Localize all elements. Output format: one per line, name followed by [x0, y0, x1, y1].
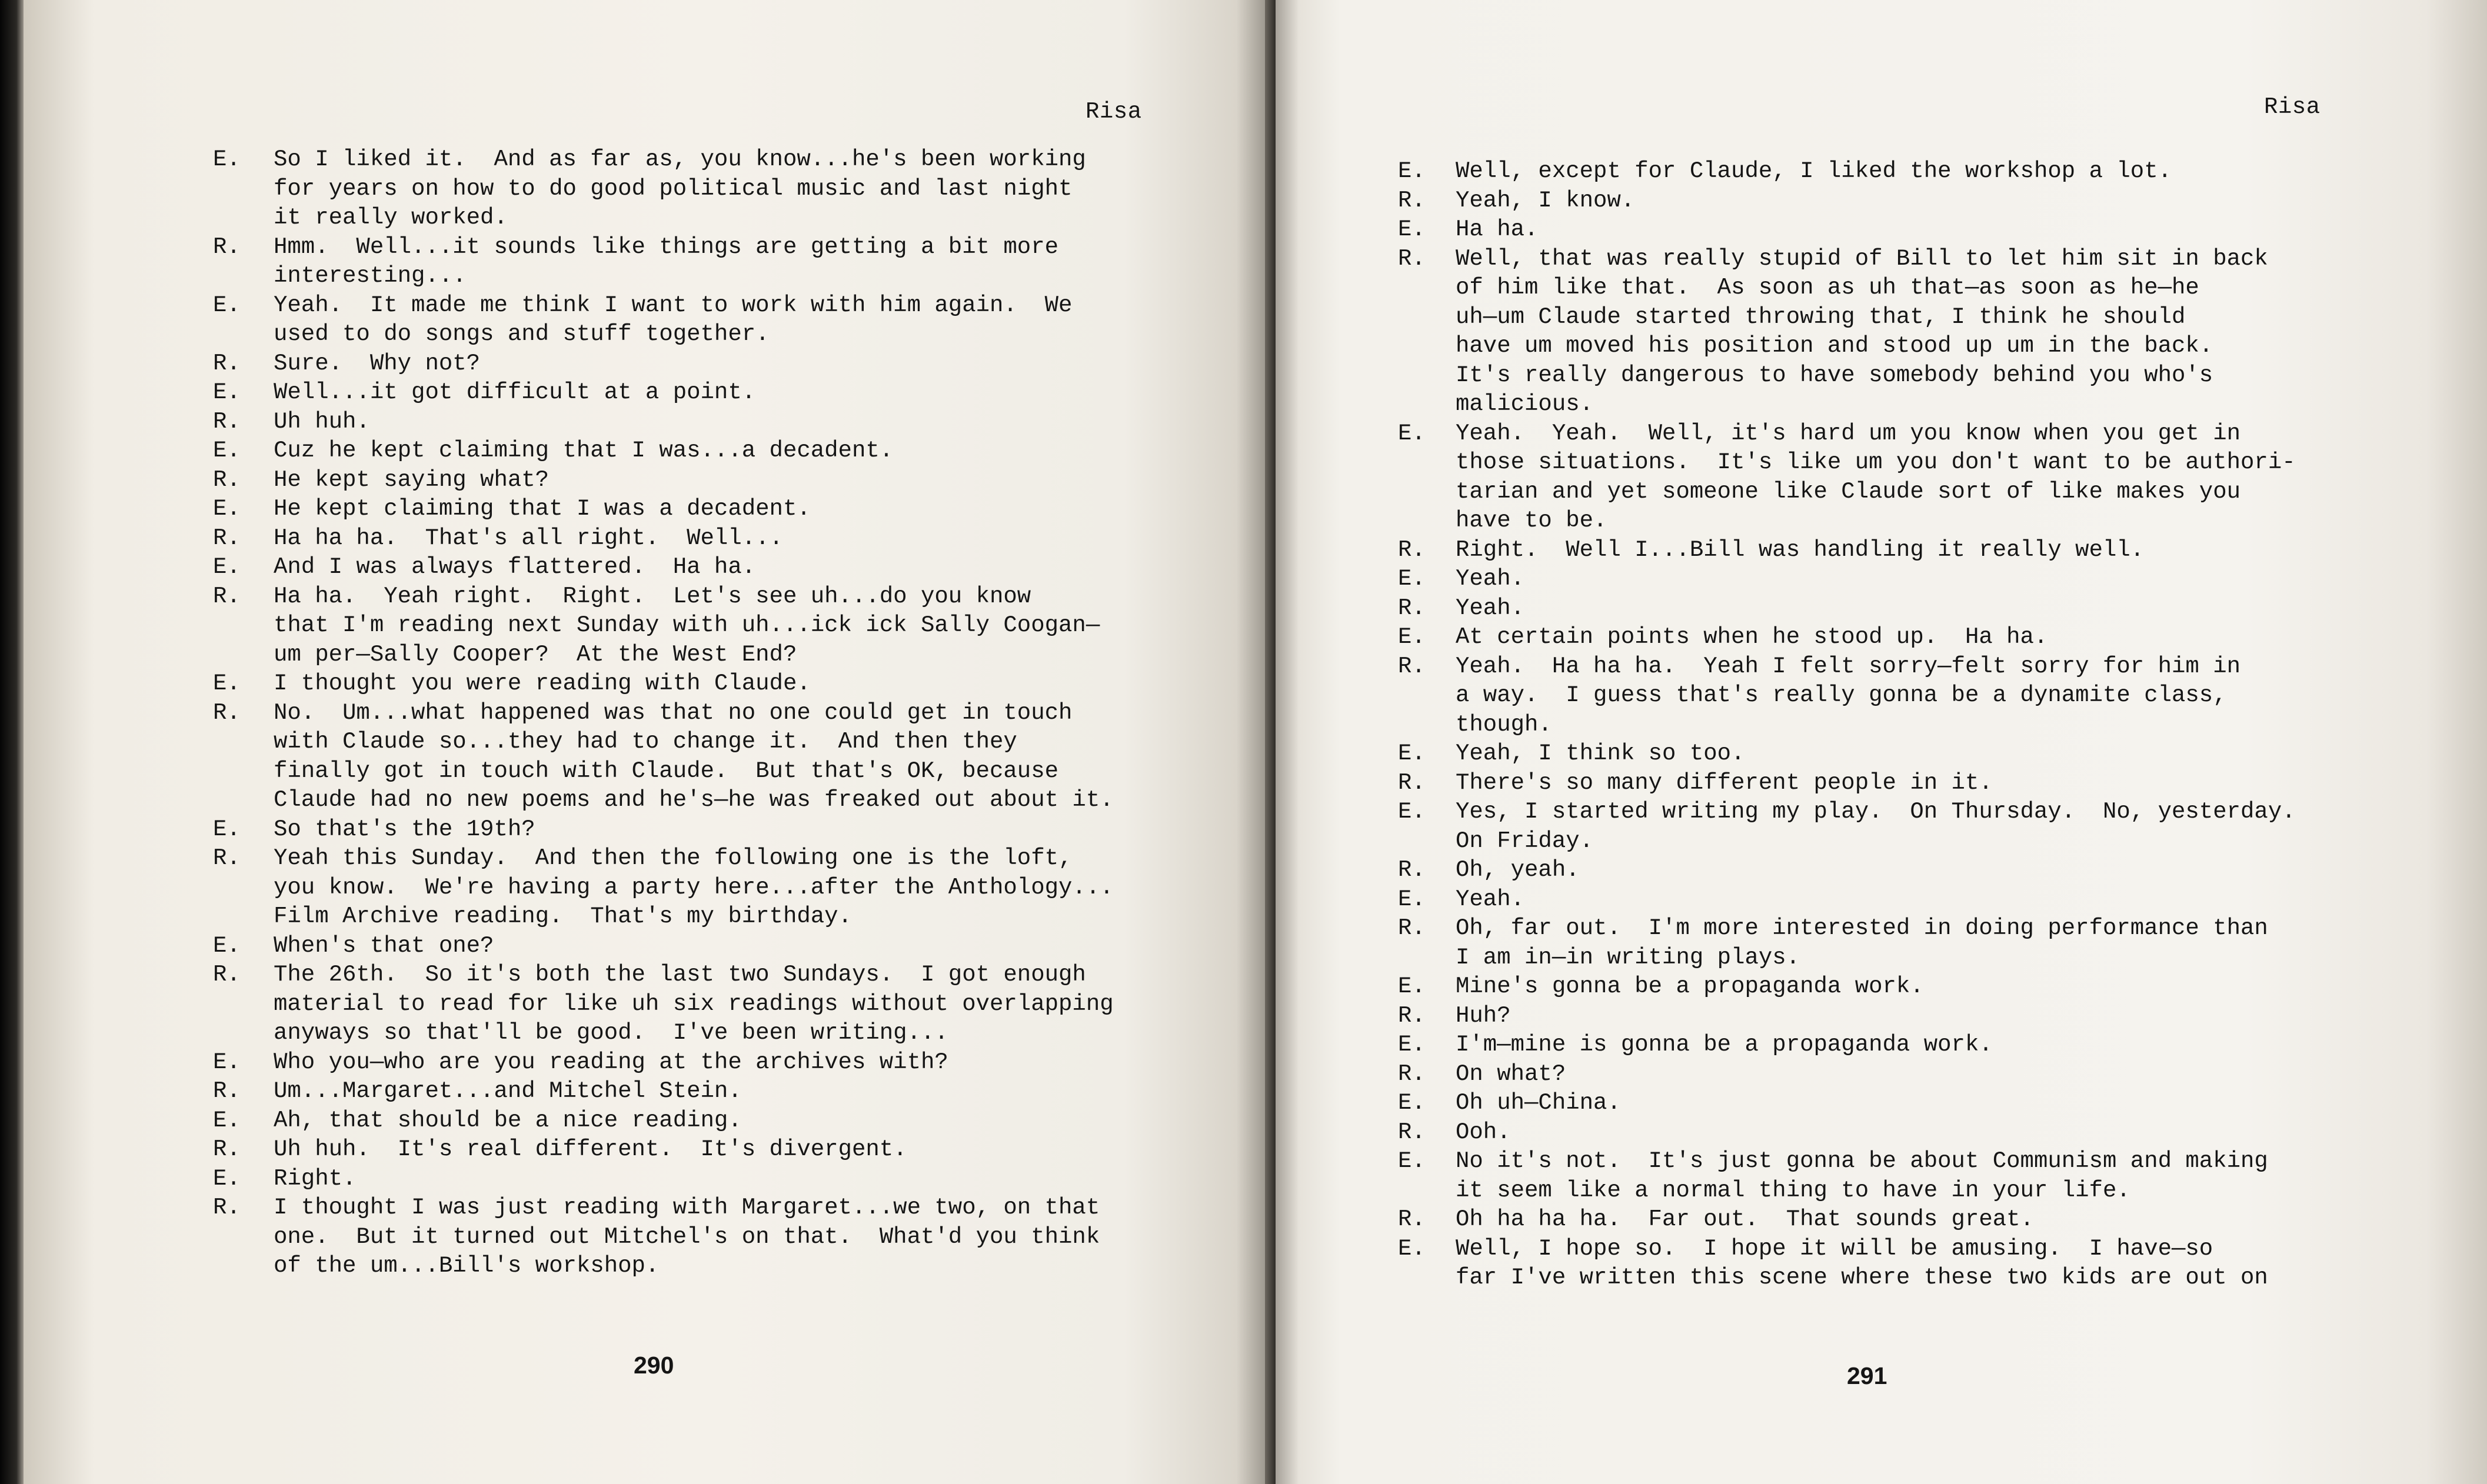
- left-page: [24, 0, 1274, 1484]
- speaker-label: R.: [213, 234, 241, 260]
- speaker-label: R.: [1398, 1119, 1426, 1145]
- speaker-label: E.: [213, 816, 241, 842]
- speaker-label: E.: [1398, 624, 1426, 650]
- line-text: Right.: [274, 1165, 357, 1192]
- line-text: Ha ha.: [1456, 216, 1539, 242]
- speaker-label: R.: [1398, 1206, 1426, 1232]
- speaker-label: R.: [1398, 915, 1426, 941]
- running-header: Risa: [1086, 99, 1142, 125]
- line-text: Oh, yeah.: [1456, 857, 1580, 883]
- line-text: Um...Margaret...and Mitchel Stein.: [274, 1078, 742, 1104]
- line-text: Yeah.: [1456, 566, 1525, 592]
- line-text: used to do songs and stuff together.: [274, 321, 770, 347]
- line-text: uh—um Claude started throwing that, I think he should: [1456, 304, 2186, 330]
- speaker-label: E.: [1398, 1148, 1426, 1174]
- line-text: Ha ha ha. That's all right. Well...: [274, 525, 783, 551]
- line-text: malicious.: [1456, 391, 1594, 417]
- speaker-label: R.: [213, 408, 241, 435]
- speaker-label: R.: [213, 699, 241, 726]
- speaker-label: R.: [1398, 769, 1426, 796]
- line-text: So that's the 19th?: [274, 816, 535, 842]
- line-text: Uh huh.: [274, 408, 370, 435]
- speaker-label: E.: [1398, 799, 1426, 825]
- line-text: those situations. It's like um you don't want to be authori-: [1456, 449, 2296, 475]
- line-text: There's so many different people in it.: [1456, 769, 1993, 796]
- speaker-label: E.: [213, 292, 241, 318]
- line-text: Ha ha. Yeah right. Right. Let's see uh...do you know: [274, 583, 1031, 609]
- line-text: have to be.: [1456, 508, 1607, 533]
- line-text: I thought I was just reading with Margaret...we two, on that: [274, 1195, 1100, 1220]
- page-number: 291: [1847, 1362, 1887, 1389]
- speaker-label: E.: [1398, 158, 1426, 184]
- line-text: Well, that was really stupid of Bill to let him sit in back: [1456, 245, 2268, 272]
- line-text: Yeah, I think so too.: [1456, 741, 1745, 766]
- speaker-label: E.: [213, 1107, 241, 1133]
- line-text: of him like that. As soon as uh that—as soon as he—he: [1456, 275, 2199, 301]
- line-text: Cuz he kept claiming that I was...a decadent.: [274, 438, 894, 463]
- line-text: I thought you were reading with Claude.: [274, 671, 811, 696]
- line-text: interesting...: [274, 263, 467, 289]
- line-text: I am in—in writing plays.: [1456, 944, 1800, 971]
- speaker-label: R.: [213, 525, 241, 551]
- line-text: tarian and yet someone like Claude sort of like makes you: [1456, 478, 2241, 505]
- line-text: Uh huh. It's real different. It's divergent.: [274, 1136, 907, 1162]
- speaker-label: E.: [213, 438, 241, 463]
- line-text: He kept claiming that I was a decadent.: [274, 496, 811, 522]
- speaker-label: R.: [213, 583, 241, 609]
- speaker-label: R.: [1398, 187, 1426, 214]
- speaker-label: E.: [1398, 216, 1426, 242]
- speaker-label: E.: [213, 379, 241, 405]
- line-text: though.: [1456, 711, 1552, 738]
- speaker-label: R.: [1398, 1002, 1426, 1029]
- line-text: you know. We're having a party here...after the Anthology...: [274, 874, 1114, 901]
- line-text: Yes, I started writing my play. On Thursday. No, yesterday.: [1456, 799, 2296, 825]
- speaker-label: R.: [213, 1195, 241, 1220]
- line-text: material to read for like uh six readings without overlapping: [274, 991, 1114, 1017]
- line-text: anyways so that'll be good. I've been writing...: [274, 1020, 948, 1046]
- line-text: Who you—who are you reading at the archives with?: [274, 1049, 948, 1075]
- line-text: Yeah this Sunday. And then the following one is the loft,: [274, 845, 1073, 871]
- speaker-label: R.: [1398, 536, 1426, 563]
- line-text: um per—Sally Cooper? At the West End?: [274, 641, 797, 668]
- speaker-label: E.: [213, 554, 241, 580]
- speaker-label: R.: [1398, 595, 1426, 621]
- line-text: one. But it turned out Mitchel's on that. What'd you think: [274, 1223, 1100, 1250]
- line-text: I'm—mine is gonna be a propaganda work.: [1456, 1032, 1993, 1058]
- line-text: He kept saying what?: [274, 466, 550, 493]
- speaker-label: R.: [1398, 245, 1426, 272]
- speaker-label: E.: [213, 496, 241, 522]
- line-text: Yeah.: [1456, 886, 1525, 912]
- line-text: Well, I hope so. I hope it will be amusing. I have—so: [1456, 1235, 2213, 1262]
- line-text: it seem like a normal thing to have in your life.: [1456, 1177, 2130, 1203]
- line-text: it really worked.: [274, 205, 508, 231]
- speaker-label: E.: [213, 146, 241, 172]
- line-text: Oh uh—China.: [1456, 1090, 1621, 1116]
- speaker-label: E.: [1398, 420, 1426, 446]
- line-text: with Claude so...they had to change it. And then they: [274, 729, 1017, 755]
- speaker-label: R.: [1398, 653, 1426, 679]
- line-text: On what?: [1456, 1061, 1566, 1087]
- speaker-label: R.: [213, 1078, 241, 1104]
- line-text: far I've written this scene where these two kids are out on: [1456, 1265, 2268, 1290]
- speaker-label: E.: [1398, 973, 1426, 999]
- line-text: Right. Well I...Bill was handling it really well.: [1456, 536, 2145, 563]
- speaker-label: E.: [1398, 1235, 1426, 1262]
- line-text: Yeah.: [1456, 595, 1525, 621]
- line-text: that I'm reading next Sunday with uh...ick ick Sally Coogan—: [274, 612, 1100, 638]
- line-text: Yeah, I know.: [1456, 187, 1635, 214]
- speaker-label: R.: [1398, 857, 1426, 883]
- speaker-label: R.: [213, 1136, 241, 1162]
- speaker-label: R.: [213, 466, 241, 493]
- speaker-label: R.: [213, 845, 241, 871]
- line-text: The 26th. So it's both the last two Sundays. I got enough: [274, 962, 1086, 988]
- line-text: Mine's gonna be a propaganda work.: [1456, 973, 1924, 999]
- line-text: Yeah. Ha ha ha. Yeah I felt sorry—felt sorry for him in: [1456, 653, 2241, 679]
- speaker-label: E.: [213, 671, 241, 696]
- line-text: finally got in touch with Claude. But that's OK, because: [274, 758, 1059, 784]
- line-text: Hmm. Well...it sounds like things are getting a bit more: [274, 234, 1059, 260]
- line-text: Huh?: [1456, 1002, 1511, 1029]
- line-text: Ooh.: [1456, 1119, 1511, 1145]
- line-text: When's that one?: [274, 932, 494, 959]
- line-text: have um moved his position and stood up um in the back.: [1456, 333, 2213, 359]
- running-header: Risa: [2264, 94, 2320, 120]
- speaker-label: E.: [1398, 566, 1426, 592]
- line-text: It's really dangerous to have somebody behind you who's: [1456, 362, 2213, 388]
- book-cover-edge: [0, 0, 24, 1484]
- line-text: Claude had no new poems and he's—he was freaked out about it.: [274, 787, 1114, 813]
- line-text: a way. I guess that's really gonna be a dynamite class,: [1456, 682, 2227, 708]
- line-text: Well, except for Claude, I liked the workshop a lot.: [1456, 158, 2172, 184]
- speaker-label: R.: [1398, 1061, 1426, 1087]
- line-text: No it's not. It's just gonna be about Communism and making: [1456, 1148, 2268, 1174]
- line-text: Oh, far out. I'm more interested in doing performance than: [1456, 915, 2268, 941]
- speaker-label: E.: [1398, 1032, 1426, 1058]
- speaker-label: E.: [213, 1049, 241, 1075]
- line-text: Well...it got difficult at a point.: [274, 379, 756, 405]
- line-text: Oh ha ha ha. Far out. That sounds great.: [1456, 1206, 2034, 1232]
- line-text: Ah, that should be a nice reading.: [274, 1107, 742, 1133]
- right-page: [1276, 0, 2487, 1484]
- line-text: Yeah. Yeah. Well, it's hard um you know when you get in: [1456, 420, 2241, 446]
- line-text: So I liked it. And as far as, you know...he's been working: [274, 146, 1086, 172]
- speaker-label: E.: [1398, 886, 1426, 912]
- line-text: On Friday.: [1456, 828, 1594, 854]
- line-text: Film Archive reading. That's my birthday.: [274, 903, 852, 929]
- line-text: Sure. Why not?: [274, 350, 481, 376]
- line-text: No. Um...what happened was that no one could get in touch: [274, 699, 1073, 726]
- line-text: Yeah. It made me think I want to work with him again. We: [274, 292, 1073, 318]
- speaker-label: E.: [1398, 741, 1426, 766]
- speaker-label: R.: [213, 962, 241, 988]
- line-text: of the um...Bill's workshop.: [274, 1253, 660, 1279]
- speaker-label: E.: [213, 1165, 241, 1192]
- page-number: 290: [634, 1352, 674, 1379]
- line-text: And I was always flattered. Ha ha.: [274, 554, 756, 580]
- line-text: for years on how to do good political music and last night: [274, 175, 1073, 202]
- speaker-label: R.: [213, 350, 241, 376]
- speaker-label: E.: [213, 932, 241, 959]
- speaker-label: E.: [1398, 1090, 1426, 1116]
- line-text: At certain points when he stood up. Ha ha.: [1456, 624, 2048, 650]
